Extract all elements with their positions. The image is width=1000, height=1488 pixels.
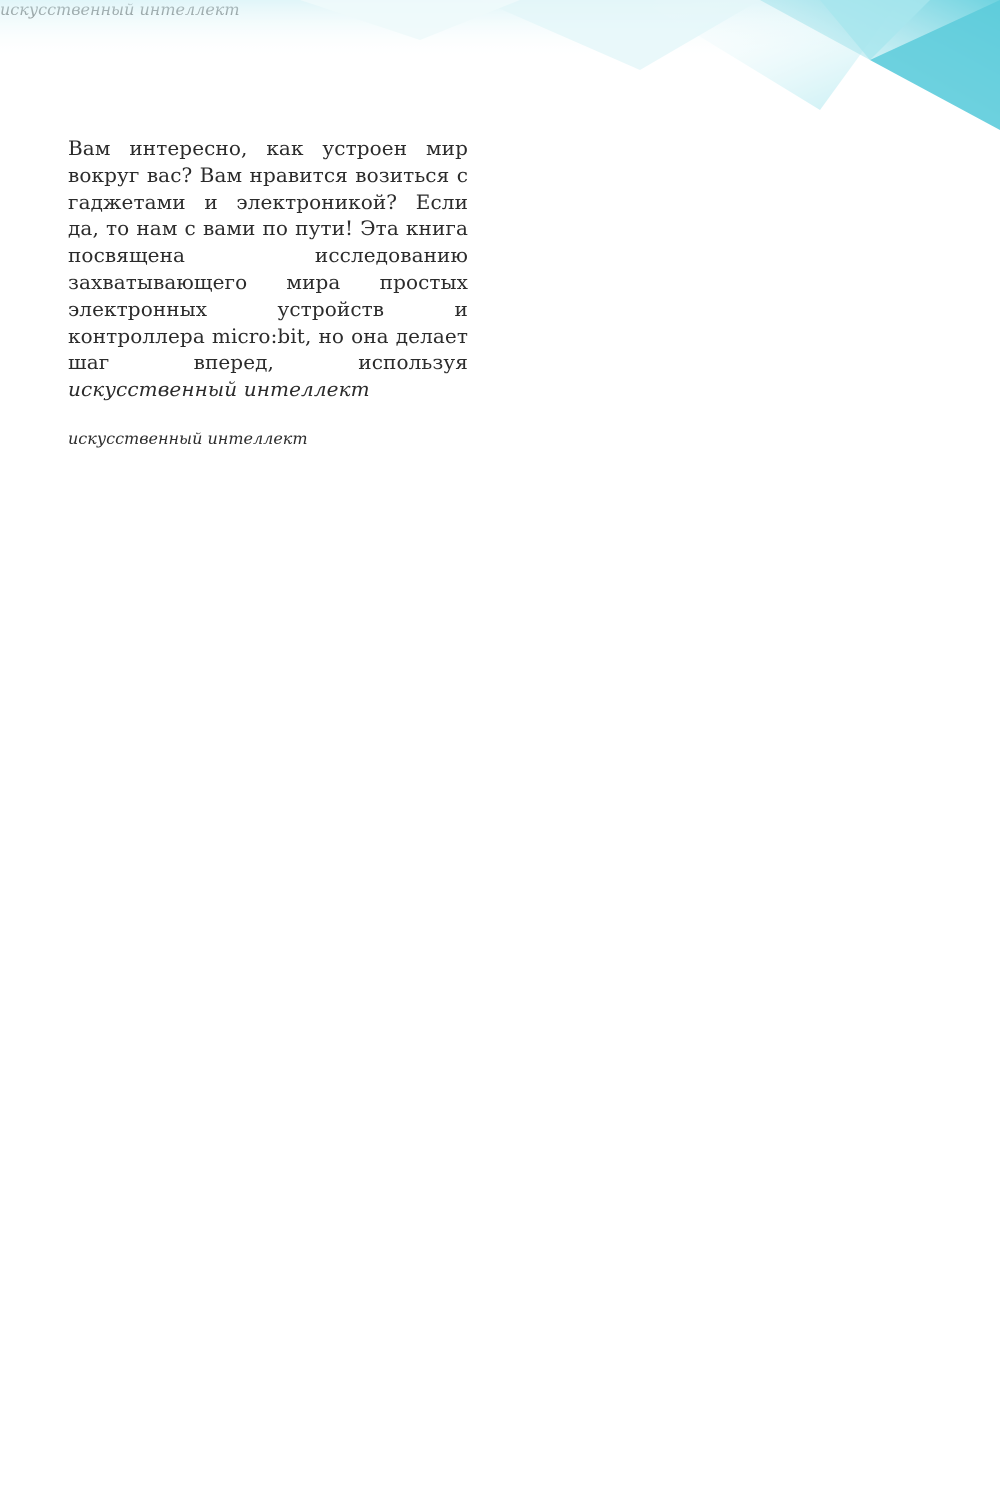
ai-term: искусственный интеллект xyxy=(68,377,370,402)
intro-paragraph xyxy=(68,135,468,403)
left-column xyxy=(68,135,468,448)
intro-text-a: Вам интересно, как устроен мир вокруг вас? Вам нравится возиться с гаджетами и электроникой? Если да, то нам с вами по пути! Эта книга посвящена исследованию захватывающего мира простых электронных устройств и контроллера micro:bit, но она делает шаг вперед, используя xyxy=(68,136,468,375)
ai-term: искусственный интеллект xyxy=(68,428,308,448)
decorative-polygon-banner xyxy=(0,0,1000,130)
